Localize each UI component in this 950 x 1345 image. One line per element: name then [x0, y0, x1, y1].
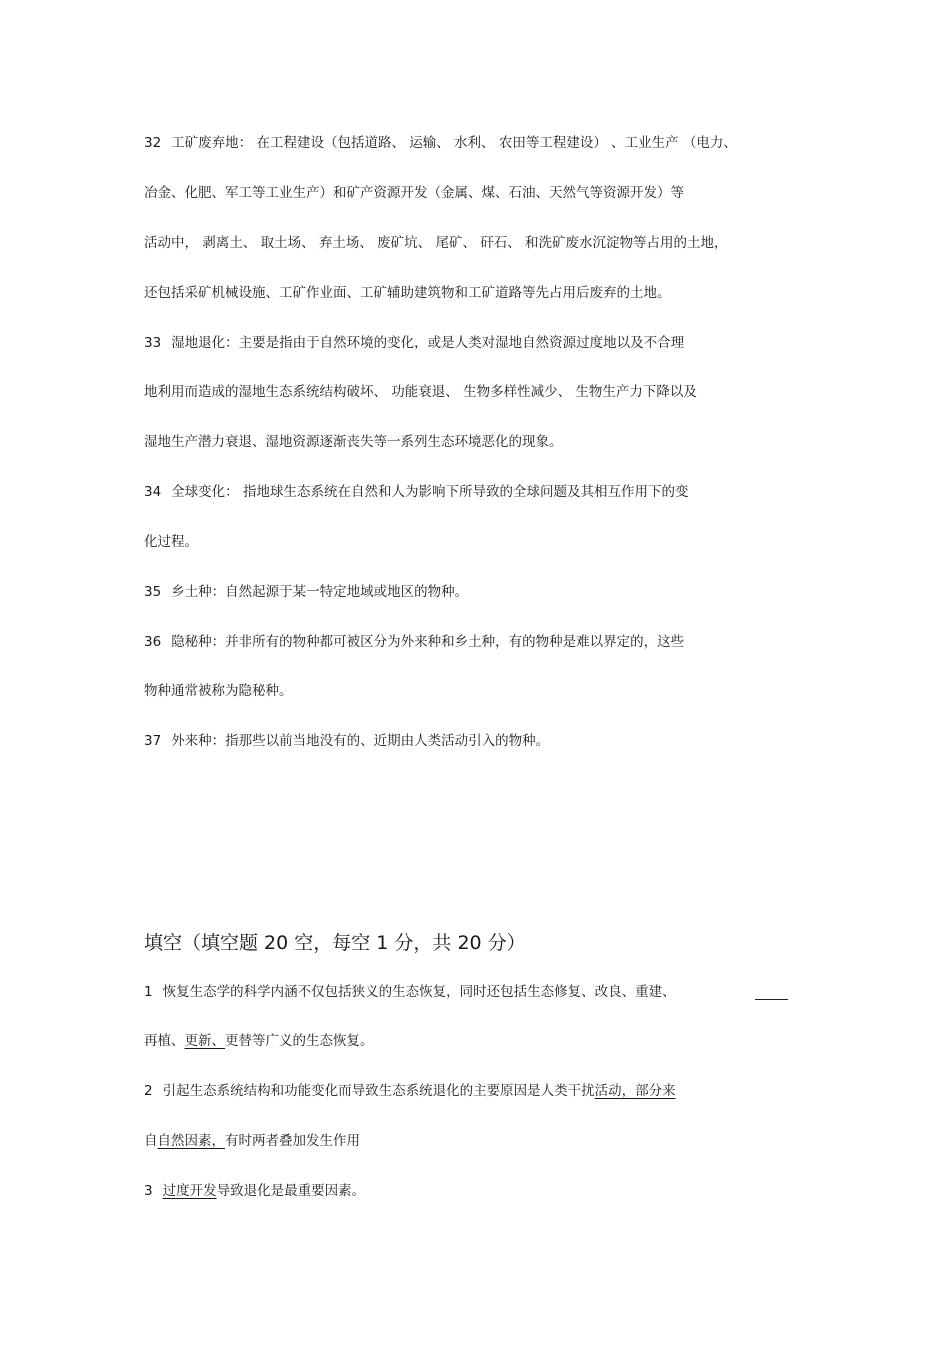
item-number: 35 — [144, 584, 162, 600]
definition-34-line-1: 34 全球变化： 指地球生态系统在自然和人为影响下所导致的全球问题及其相互作用下的变 — [144, 484, 689, 500]
item-number: 3 — [144, 1183, 153, 1199]
definition-32-line-4: 还包括采矿机械设施、工矿作业面、工矿辅助建筑物和工矿道路等先占用后废弃的土地。 — [144, 285, 671, 301]
item-number: 37 — [144, 733, 162, 749]
item-number: 33 — [144, 335, 162, 351]
definition-36-line-2: 物种通常被称为隐秘种。 — [144, 683, 293, 699]
fill-question-3: 3 过度开发导致退化是最重要因素。 — [144, 1183, 366, 1199]
answer-underlined: 自然因素， — [157, 1133, 225, 1149]
item-number: 34 — [144, 484, 162, 500]
definition-36-line-1: 36 隐秘种：并非所有的物种都可被区分为外来种和乡土种，有的物种是难以界定的，这些 — [144, 634, 685, 650]
section-heading: 填空（填空题 20 空，每空 1 分，共 20 分） — [144, 932, 526, 954]
item-number: 32 — [144, 135, 162, 151]
fill-question-2-line-2: 自自然因素，有时两者叠加发生作用 — [144, 1133, 360, 1149]
item-number: 2 — [144, 1083, 153, 1099]
item-number: 36 — [144, 634, 162, 650]
definition-35-line-1: 35 乡土种：自然起源于某一特定地域或地区的物种。 — [144, 584, 469, 600]
answer-underlined: 更新、 — [184, 1033, 225, 1049]
definition-34-line-2: 化过程。 — [144, 534, 198, 550]
fill-question-1-line-2: 再植、更新、更替等广义的生态恢复。 — [144, 1033, 374, 1049]
definition-32-line-1: 32 工矿废弃地： 在工程建设（包括道路、 运输、 水利、 农田等工程建设） 、工业生产 （电力、 — [144, 135, 737, 151]
definition-32-line-2: 冶金、化肥、军工等工业生产）和矿产资源开发（金属、煤、石油、天然气等资源开发）等 — [144, 185, 684, 201]
answer-underlined: 过度开发 — [162, 1183, 217, 1199]
fill-question-2-line-1: 2 引起生态系统结构和功能变化而导致生态系统退化的主要原因是人类干扰活动，部分来 — [144, 1083, 676, 1099]
item-number: 1 — [144, 984, 153, 1000]
answer-blank — [755, 999, 788, 1000]
definition-33-line-3: 湿地生产潜力衰退、湿地资源逐渐丧失等一系列生态环境恶化的现象。 — [144, 434, 563, 450]
definition-32-line-3: 活动中， 剥离土、 取土场、 弃土场、 废矿坑、 尾矿、 矸石、 和洗矿废水沉淀物等占用的土地， — [144, 235, 728, 251]
definition-33-line-2: 地利用而造成的湿地生态系统结构破坏、 功能衰退、 生物多样性减少、 生物生产力下降以及 — [144, 384, 697, 400]
definition-37-line-1: 37 外来种：指那些以前当地没有的、近期由人类活动引入的物种。 — [144, 733, 550, 749]
fill-question-1-line-1: 1 恢复生态学的科学内涵不仅包括狭义的生态恢复，同时还包括生态修复、改良、重建、 — [144, 984, 676, 1000]
definition-33-line-1: 33 湿地退化：主要是指由于自然环境的变化，或是人类对湿地自然资源过度地以及不合理 — [144, 335, 685, 351]
answer-underlined: 活动，部分来 — [594, 1083, 676, 1099]
